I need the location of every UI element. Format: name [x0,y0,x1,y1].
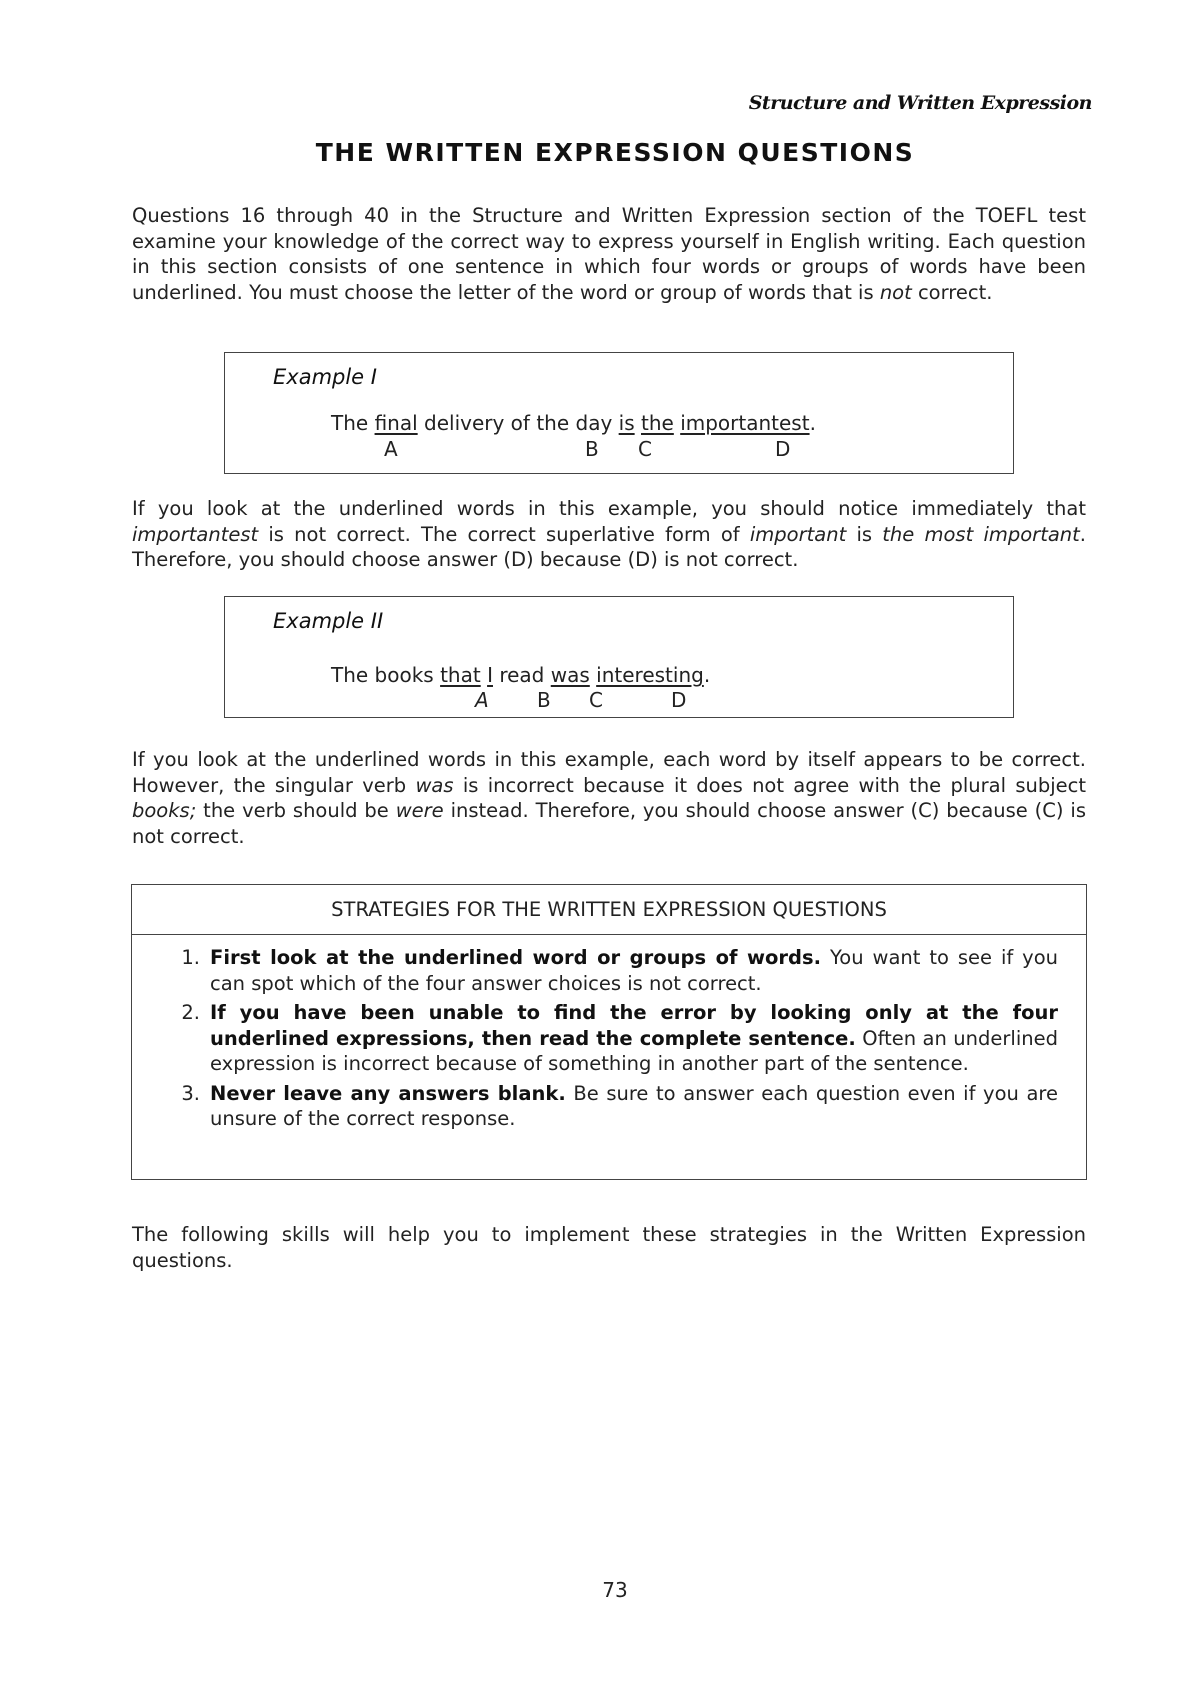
explanation-text: the verb should be [196,799,396,822]
strategy-bold: If you have been unable to find the error by looking only at the four underlined expressions, then read the complete sentence. [210,1001,1058,1050]
choice-letter-d: D [671,688,687,712]
intro-emphasis: not [879,280,912,304]
strategy-body [210,945,1058,996]
intro-text-after: correct. [911,280,993,304]
choice-letter-a: A [384,437,398,461]
sentence-part: . [703,663,711,687]
strategy-number: 2. [181,1001,200,1024]
choice-letter-d: D [775,437,791,461]
strategy-body [210,1081,1058,1132]
underlined-choice-b: I [487,663,493,687]
example-1-explanation [132,496,1086,573]
underlined-choice-a: final [374,411,418,435]
intro-text-before: Questions 16 through 40 in the Structure and Written Expression section of the TOEFL test examine your knowledge of the correct way to express yourself in English writing. Each question in this section consists of one sentence in which four words or groups of words have been underlined. You must choose the letter of the word or group of words that is [132,204,1086,304]
explanation-text: . Therefore, you should choose answer (D) because (D) is not correct. [132,522,1086,571]
underlined-choice-d: importantest [680,411,810,435]
sentence-part: read [492,663,551,687]
strategy-number: 3. [181,1081,200,1105]
strategy-text: You want to see if you can spot which of the four answer choices is not correct. [210,946,1059,995]
example-1-box [224,352,1014,474]
sentence-part: The [331,411,375,435]
example-2-label: Example II [273,609,384,633]
explanation-emphasis: books; [132,799,197,822]
running-header: Structure and Written Expression [748,92,1092,114]
strategy-text: Often an underlined expression is incorrect because of something in another part of the sentence. [210,1026,1058,1075]
choice-letter-a: A [475,688,489,712]
explanation-text: is not correct. The correct superlative form of [258,522,750,546]
example-2-explanation [132,747,1086,849]
intro-paragraph [132,203,1086,305]
closing-paragraph: The following skills will help you to implement these strategies in the Written Expression questions. [132,1223,1086,1272]
strategies-list [132,935,1086,1132]
explanation-text: instead. Therefore, you should choose answer (C) because (C) is not correct. [132,799,1086,848]
sentence-part: delivery of the day [417,411,619,435]
choice-letter-b: B [585,437,599,461]
explanation-text: is [846,522,883,546]
page-title: THE WRITTEN EXPRESSION QUESTIONS [315,138,915,167]
strategy-text: Be sure to answer each question even if you are unsure of the correct response. [210,1081,1058,1130]
explanation-emphasis: importantest [132,522,259,546]
explanation-emphasis: was [415,773,454,797]
explanation-emphasis: were [395,799,444,822]
strategy-item [162,1000,1058,1077]
strategy-bold: Never leave any answers blank. [210,1081,566,1105]
underlined-choice-c: the [641,411,674,435]
explanation-text: If you look at the underlined words in this example, each word by itself appears to be correct. However, the singular verb [132,748,1086,797]
example-2-box [224,596,1014,718]
explanation-emphasis: important [749,522,847,546]
strategy-item [162,1081,1058,1132]
strategy-body [210,1000,1058,1077]
sentence-part: . [809,411,816,435]
example-1-label: Example I [273,365,377,389]
explanation-text: If you look at the underlined words in this example, you should notice immediately that [132,497,1086,520]
example-2-sentence [331,663,710,687]
strategy-number: 1. [181,946,200,969]
sentence-part: The books [331,663,441,687]
strategies-heading: STRATEGIES FOR THE WRITTEN EXPRESSION QUESTIONS [132,885,1086,935]
choice-letter-c: C [589,688,603,712]
explanation-text: is incorrect because it does not agree with the plural subject [453,773,1086,797]
strategies-box [131,884,1087,1180]
explanation-emphasis: the most important [882,522,1080,546]
underlined-choice-b: is [618,411,635,435]
choice-letter-c: C [638,437,652,461]
page-number: 73 [602,1578,628,1602]
underlined-choice-a: that [440,663,481,687]
choice-letter-b: B [537,688,551,712]
underlined-choice-d: interesting [596,663,704,687]
example-1-sentence [331,411,816,435]
strategy-bold: First look at the underlined word or groups of words. [210,946,821,969]
underlined-choice-c: was [550,663,590,687]
strategy-item [162,945,1058,996]
